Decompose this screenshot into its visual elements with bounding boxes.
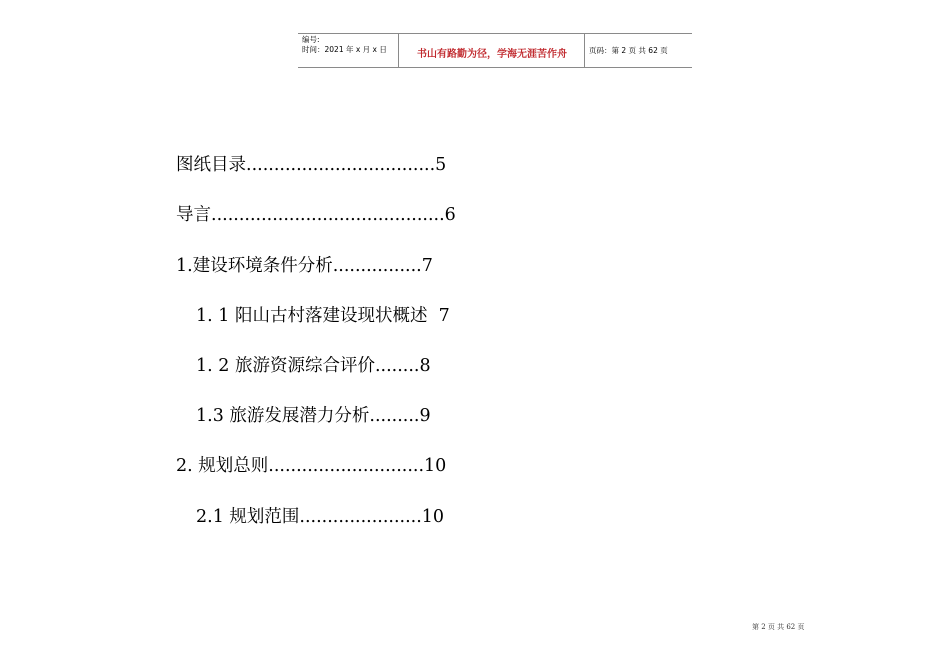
toc-entry-title: 1.建设环境条件分析: [176, 256, 333, 276]
header-separator: [398, 33, 399, 68]
toc-entry[interactable]: [176, 255, 433, 277]
toc-entry-title: 1. 2 旅游资源综合评价: [196, 356, 375, 376]
toc-entry-title: 导言: [176, 205, 211, 225]
toc-entry[interactable]: [196, 355, 431, 377]
header-separator: [584, 33, 585, 68]
toc-entry-page: 5: [435, 155, 447, 175]
toc-entry-leader: .........: [369, 406, 420, 426]
toc-entry[interactable]: [176, 204, 456, 226]
header-page-info: 页码：第 2 页 共 62 页: [589, 46, 668, 55]
toc-entry-title: 图纸目录: [176, 155, 246, 175]
page-footer: 第 2 页 共 62 页: [752, 623, 805, 631]
header-motto: 书山有路勤为径，学海无涯苦作舟: [417, 49, 567, 60]
toc-entry[interactable]: [196, 506, 444, 528]
toc-entry[interactable]: [196, 405, 431, 427]
toc-entry[interactable]: [196, 305, 450, 327]
header-bottom-rule: [298, 67, 692, 68]
toc-entry-title: 1.3 旅游发展潜力分析: [196, 406, 370, 426]
toc-entry-leader: [427, 306, 438, 326]
toc-entry-leader: ......................: [299, 507, 422, 527]
toc-entry-page: 9: [419, 406, 431, 426]
toc-entry-leader: ............................: [268, 456, 425, 476]
toc-entry-page: 10: [421, 507, 445, 527]
toc-entry-leader: ..................................: [246, 155, 436, 175]
toc-entry-leader: ................: [332, 256, 422, 276]
toc-entry-title: 2. 规划总则: [176, 456, 269, 476]
toc-entry[interactable]: [176, 455, 446, 477]
toc-entry-title: 2.1 规划范围: [196, 507, 300, 527]
toc-entry-page: 7: [421, 256, 433, 276]
toc-entry-leader: ..........................................: [211, 205, 445, 225]
toc-entry-page: 6: [444, 205, 456, 225]
header-number-label: 编号:: [302, 35, 320, 44]
toc-entry[interactable]: [176, 154, 446, 176]
toc-entry-page: 10: [424, 456, 447, 476]
toc-entry-page: 7: [438, 306, 450, 326]
toc-entry-leader: ........: [374, 356, 420, 376]
toc-entry-title: 1. 1 阳山古村落建设现状概述: [196, 306, 428, 326]
header-top-rule: [298, 33, 692, 34]
header-date: 时间：2021 年 x 月 x 日: [302, 45, 387, 54]
toc-entry-page: 8: [419, 356, 431, 376]
